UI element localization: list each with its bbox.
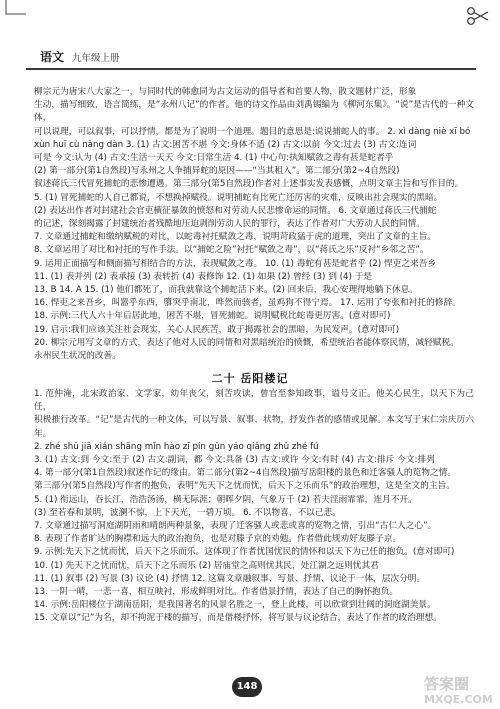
grade-label: 九年级上册 [72,53,120,64]
text-line: (3) 至若春和景明，波澜不惊，上下天光，一碧万顷。 6. 不以物喜，不以己悲。 [34,507,341,518]
text-line: 18. 示例:三代人六十年后居此地，困苦不堪，冒死捕蛇。说明赋税比蛇毒更厉害。(意对即可) [34,311,391,322]
text-line: 的记述，深刻揭露了封建统治者残酷地压迫剥削劳动人民的罪行，表达了作者对广大劳动人民的同情。 [34,219,425,230]
watermark-logo [420,672,498,708]
page-header [26,46,476,68]
answer-section-previous [34,86,474,363]
text-line: 14. 示例:岳阳楼位于湖南岳阳，是我国著名的风景名胜之一，登上此楼，可以欣赏到壮阔的洞庭湖美景。 [34,600,436,611]
text-line: 7. 文章通过描写洞庭湖阴雨和晴朗两种景象，表现了迁客骚人或悲或喜的览物之情，引出“古仁人之心”。 [34,521,437,532]
text-line: 积极推行改革。“记”是古代的一种文体，可以写景、叙事、状物，抒发作者的感情或见解。本文写于宋仁宗庆历六年。 [34,415,474,439]
text-line: xùn huī cù nàng dàn 3. (1) 古文:困苦不堪 今文:身体不适 (2) 古文:以前 今文:过去 (3) 古文:连词 [34,139,417,150]
text-line: 11. (1) 表并列 (2) 表承接 (3) 表转折 (4) 表修饰 12. (1) 如果 (2) 曾经 (3) 到 (4) 于是 [34,271,373,282]
chapter-title: 二十 岳阳楼记 [211,372,289,385]
text-line: 4. 第一部分(第1自然段)叙述作记的缘由。第二部分(第2~4自然段)描写岳阳楼的景色和迁客骚人的览物之情。 [34,468,457,479]
crop-mark-icon [0,0,26,20]
subject-label: 语文 [40,50,65,64]
text-line: 生动，描写细致，语言简练，是“永州八记”的作者。他的诗文作品由刘禹锡编为《柳河东集》。“说”是古代的一种文体， [34,100,474,124]
header-rule [26,68,476,70]
text-line: 叙述蒋氏三代冒死捕蛇的悲惨遭遇。第三部分(第5自然段)作者对上述事实发表感慨，点明文章主旨和写作目的。 [34,179,464,190]
text-line: 3. (1) 古文:到 今文:至于 (2) 古文:副词，都 今文:具备 (3) 古文:或许 今文:有时 (4) 古文:排斥 今文:排列 [34,455,435,466]
text-line: 可以说理，可以叙事，可以抒情，都是为了说明一个道理。题目的意思是:说说捕蛇人的事。 2. xì dàng niè xī bó [34,126,471,137]
text-line: 10. (1) 先天下之忧而忧，后天下之乐而乐 (2) 居庙堂之高则忧其民，处江湖之远则忧其君 [34,560,379,571]
text-line: 5. (1) 衔远山，吞长江，浩浩汤汤，横无际涯；朝晖夕阴，气象万千 (2) 若夫淫雨霏霏，连月不开。 [34,494,417,505]
text-line: 8. 文章运用了对比和衬托的写作手法。以“捕蛇之险”衬托“赋敛之毒”，以“蒋氏之乐”反衬“乡邻之苦”。 [34,245,429,256]
text-line: 13. 一阴一晴，一悲一喜，相互映衬，形成鲜明对比。作者借景抒情，表达了自己的胸怀抱负。 [34,587,399,598]
text-line: 2. zhé shǔ jiā xián shāng mǐn hào zī pín gǔn yáo qiǎng zhǔ zhé fú [34,441,319,452]
text-line: 柳宗元为唐宋八大家之一，与同时代的韩愈同为古文运动的倡导者和首要人物，散文题材广泛，形象 [34,87,417,97]
page-number-badge: 148 [232,677,262,697]
text-line: 13. B 14. A 15. (1) 他们都死了，而我就靠这个捕蛇活下来。(2) 回来后，我心安理得地躺下休息。 [34,285,418,296]
text-line: 第三部分(第5自然段)写作者的抱负，表明“先天下之忧而忧，后天下之乐而乐”的政治理想，这是全文的主旨。 [34,481,455,492]
scissors-icon [466,6,490,26]
text-line: 永州民生状况的改善。 [34,351,121,362]
text-line: 1. 范仲淹，北宋政治家、文学家，幼年丧父，刻苦攻读，曾官至参知政事，谥号文正。他关心民生，以天下为己任， [34,389,474,413]
text-line: 9. 运用正面描写和侧面描写相结合的方法，表现赋敛之毒。 10. (1) 毒蛇有甚是蛇者乎 (2) 悍吏之来吾乡 [34,258,437,269]
text-line: 7. 文章通过捕蛇和缴纳赋税的对比，以蛇毒衬托赋敛之毒，说明苛政猛于虎的道理，突出了文章的主旨。 [34,232,436,243]
text-line: 20. 柳宗元用写文章的方式，表达了他对人民的同情和对黑暗统治的愤慨，希望统治者能体察民情，减轻赋税。 [34,337,459,348]
text-line: 5. (1) 冒死捕蛇的人自己都说，不想换掉赋役。说明捕蛇有比死亡还厉害的灾难，反映出社会现实的黑暗。 [34,192,443,203]
text-line: 8. 表现了作者旷达的胸襟和远大的政治抱负，也是对滕子京的劝勉。作者借此规劝好友滕子京。 [34,534,402,545]
text-line: 16. 悍吏之来吾乡，叫嚣乎东西，隳突乎南北，哗然而骇者，虽鸡狗不得宁焉。 17. 运用了夸张和衬托的修辞。 [34,298,461,309]
text-line: (2) 第一部分(第1自然段)写永州之人争捕异蛇的原因——“当其租入”。第二部分(第2~4自然段) [34,166,400,177]
text-line: 19. 启示:我们应该关注社会现实，关心人民疾苦，敢于揭露社会的黑暗，为民发声。(意对即可) [34,324,400,335]
text-line: (2) 表达出作者对封建社会官吏横征暴敛的愤怒和对劳动人民悲惨命运的同情。 6. 文章通过蒋氏三代捕蛇 [34,205,437,216]
text-line: 11. (1) 叙事 (2) 写景 (3) 议论 (4) 抒情 12. 这篇文章融叙事、写景、抒情、议论于一体，层次分明。 [34,573,426,584]
text-line: 9. 示例:先天下之忧而忧，后天下之乐而乐。这体现了作者忧国忧民的情怀和以天下为己任的抱负。(意对即可) [34,547,455,558]
text-line: 15. 文章以“记”为名，却不拘泥于楼的描写，而是借楼抒怀，将写景与议论结合，表达了作者的政治理想。 [34,613,442,624]
watermark-line1: 答案圈 [424,675,470,693]
answer-section-yueyanglou [34,388,474,626]
watermark-line2: MXQE.COM [424,693,493,706]
text-line: 可是 今文:认为 (4) 古文:生活一天天 今文:日常生活 4. (1) 中心句:执知赋敛之毒有甚是蛇者乎 [34,153,394,164]
